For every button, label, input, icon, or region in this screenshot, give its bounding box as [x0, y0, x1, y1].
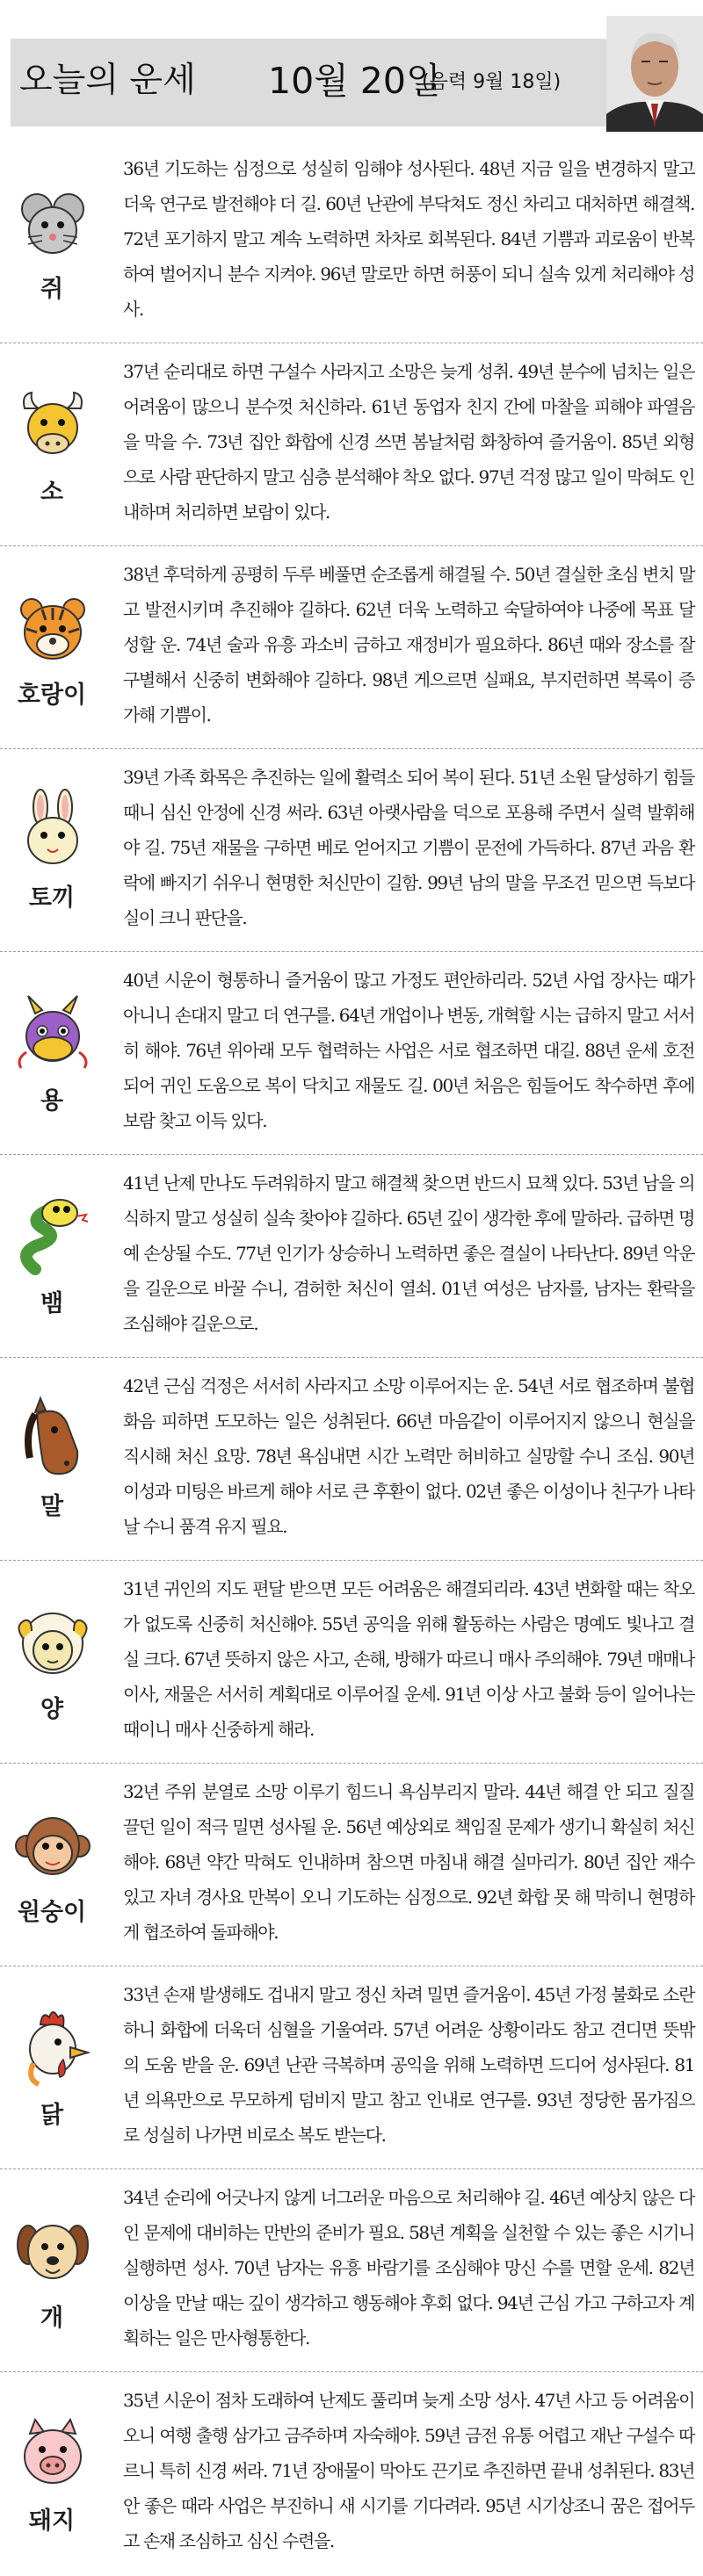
zodiac-animal	[0, 952, 104, 1154]
zodiac-animal	[0, 546, 104, 748]
header	[0, 0, 703, 132]
zodiac-animal	[0, 749, 104, 951]
zodiac-name: 쥐	[40, 276, 64, 303]
fortune-text: 32년 주위 분열로 소망 이루기 힘드니 욕심부리지 말라. 44년 해결 안 되고 질질 끌던 일이 적극 밀면 성사될 운. 56년 예상외로 책임질 문제가 생기니 확실히 처신해야. 68년 약간 막혀도 인내하며 참으면 마침내 해결 실마리가. 80년 집안 재수 있고 자녀 경사요 만복이 오니 기도하는 심정으로. 92년 화합 못 해 막히니 현명하게 협조하여 돌파해야.	[123, 1781, 694, 1943]
rooster-icon	[9, 2005, 97, 2093]
dragon-icon	[9, 991, 97, 1079]
fortune-row	[0, 1154, 703, 1357]
header-date: 10월 20일	[268, 60, 441, 102]
fortune-text: 42년 근심 걱정은 서서히 사라지고 소망 이루어지는 운. 54년 서로 협조하며 불협화음 피하면 도모하는 일은 성취된다. 66년 마음같이 이루어지지 않으니 현실을 직시해 처신 요망. 78년 욕심내면 시간 노력만 허비하고 실망할 수니 조심. 90년 이성과 미팅은 바르게 해야 서로 큰 후환이 없다. 02년 좋은 이성이나 친구가 나타날 수니 품격 유지 필요.	[123, 1375, 694, 1537]
ox-icon	[9, 382, 97, 470]
zodiac-animal	[0, 1561, 104, 1763]
zodiac-animal	[0, 141, 104, 343]
fortune-text: 36년 기도하는 심정으로 성실히 임해야 성사된다. 48년 지금 일을 변경하지 말고 더욱 연구로 발전해야 더 길. 60년 난관에 부닥쳐도 정신 차리고 대처하면 해결책. 72년 포기하지 말고 계속 노력하면 차차로 회복된다. 84년 기쁨과 괴로움이 반복하여 벌어지니 분수 지켜야. 96년 말로만 하면 허풍이 되니 실속 있게 처리해야 성사.	[123, 158, 694, 320]
fortune-text: 31년 귀인의 지도 편달 받으면 모든 어려움은 해결되리라. 43년 변화할 때는 착오가 없도록 신중히 처신해야. 55년 공익을 위해 활동하는 사람은 명예도 빛나고 결실 크다. 67년 뜻하지 않은 사고, 손해, 방해가 따르니 매사 주의해야. 79년 매매나 이사, 재물은 서서히 계획대로 이루어질 운세. 91년 이상 사고 불화 등이 일어나는 때이니 매사 신중하게 해라.	[123, 1578, 694, 1740]
zodiac-name: 호랑이	[17, 682, 87, 709]
zodiac-name: 닭	[40, 2102, 64, 2129]
fortune-row	[0, 1966, 703, 2168]
fortune-row	[0, 951, 703, 1154]
sheep-icon	[9, 1599, 97, 1687]
fortune-text: 35년 시운이 점차 도래하여 난제도 풀리며 늦게 소망 성사. 47년 사고 등 어려움이 오니 여행 출행 삼가고 금주하며 자숙해야. 59년 금전 유통 어렵고 재난 구설수 따르니 특히 신경 써라. 71년 장애물이 막아도 끈기로 추진하면 끝내 성취된다. 83년 안 좋은 때라 사업은 부진하니 새 시기를 기다려라. 95년 시기상조니 꿈은 접어두고 손재 조심하고 심신 수련을.	[123, 2390, 694, 2551]
rat-icon	[9, 179, 97, 267]
tiger-icon	[9, 585, 97, 673]
page-title: 오늘의 운세	[19, 61, 196, 100]
fortune-row	[0, 2371, 703, 2574]
zodiac-name: 돼지	[28, 2507, 76, 2535]
fortune-text: 38년 후덕하게 공평히 두루 베풀면 순조롭게 해결될 수. 50년 결실한 초심 변치 말고 발전시키며 추진해야 길하다. 62년 더욱 노력하고 숙달하여야 나중에 목표 달성할 운. 74년 술과 유흥 과소비 금하고 재정비가 필요하다. 86년 때와 장소를 잘 구별해서 신중히 변화해야 길하다. 98년 게으르면 실패요, 부지런하면 복록이 증가해 기쁨이.	[123, 564, 694, 725]
zodiac-animal	[0, 2169, 104, 2371]
fortune-row	[0, 2168, 703, 2371]
fortune-row	[0, 343, 703, 545]
fortune-text: 41년 난제 만나도 두려워하지 말고 해결책 찾으면 반드시 묘책 있다. 53년 남을 의식하지 말고 성실히 실속 찾아야 길하다. 65년 깊이 생각한 후에 말하라. 급하면 명예 손상될 수도. 77년 인기가 상승하니 노력하면 좋은 결실이 나타난다. 89년 악운을 길운으로 바꿀 수니, 겸허한 처신이 열쇠. 01년 여성은 남자를, 남자는 환락을 조심해야 길운으로.	[123, 1173, 694, 1334]
fortune-row	[0, 1763, 703, 1966]
zodiac-name: 양	[40, 1696, 64, 1723]
fortune-text: 40년 시운이 형통하니 즐거움이 많고 가정도 편안하리라. 52년 사업 장사는 때가 아니니 손대지 말고 더 연구를. 64년 개업이나 변동, 개혁할 시는 급하지 말고 서서히 해야. 76년 위아래 모두 협력하는 사업은 서로 협조하면 대길. 88년 운세 호전되어 귀인 도움으로 복이 닥치고 재물도 길. 00년 처음은 힘들어도 착수하면 후에 보람 찾고 이득 있다.	[123, 970, 694, 1131]
fortune-text: 33년 손재 발생해도 겁내지 말고 정신 차려 밀면 즐거움이. 45년 가정 불화로 소란하니 화합에 더욱더 심혈을 기울여라. 57년 어려운 상황이라도 참고 견디면 뜻밖의 도움 받을 운. 69년 난관 극복하며 공익을 위해 노력하면 드디어 성사된다. 81년 의욕만으로 무모하게 덤비지 말고 참고 인내로 연구를. 93년 정당한 몸가짐으로 성실히 나가면 비로소 복도 받는다.	[123, 1984, 694, 2146]
fortune-row	[0, 748, 703, 951]
zodiac-animal	[0, 2372, 104, 2574]
lunar-date: (음력 9월 18일)	[422, 71, 562, 93]
zodiac-animal	[0, 1764, 104, 1966]
zodiac-name: 소	[40, 479, 64, 506]
fortune-row	[0, 545, 703, 748]
fortune-row	[0, 141, 703, 343]
fortune-text: 34년 순리에 어긋나지 않게 너그러운 마음으로 처리해야 길. 46년 예상치 않은 다인 문제에 대비하는 만반의 준비가 필요. 58년 계획을 실천할 수 있는 좋은 시기니 실행하면 성사. 70년 남자는 유흥 바람기를 조심해야 망신 수를 면할 운세. 82년 이상을 만날 때는 깊이 생각하고 행동해야 후회 없다. 94년 근심 가고 구하고자 계획하는 일은 만사형통한다.	[123, 2187, 694, 2349]
portrait-photo	[606, 16, 703, 132]
zodiac-animal	[0, 1358, 104, 1560]
zodiac-animal	[0, 1966, 104, 2168]
author-portrait	[606, 16, 703, 132]
zodiac-name: 용	[40, 1087, 64, 1115]
fortune-text: 37년 순리대로 하면 구설수 사라지고 소망은 늦게 성취. 49년 분수에 넘치는 일은 어려움이 많으니 분수껏 처신하라. 61년 동업자 친지 간에 마찰을 피해야 파열음을 막을 수. 73년 집안 화합에 신경 쓰면 봄날처럼 화창하여 즐거움이. 85년 외형으로 사람 판단하지 말고 심층 분석해야 착오 없다. 97년 걱정 많고 일이 막혀도 인내하며 처리하면 보람이 있다.	[123, 361, 694, 523]
fortune-row	[0, 1357, 703, 1560]
fortune-list	[0, 141, 703, 2574]
zodiac-name: 뱀	[40, 1290, 64, 1317]
zodiac-name: 원숭이	[17, 1899, 87, 1926]
monkey-icon	[9, 1802, 97, 1890]
snake-icon	[9, 1194, 97, 1281]
zodiac-name: 개	[40, 2305, 64, 2332]
zodiac-animal	[0, 343, 104, 545]
dog-icon	[9, 2208, 97, 2296]
fortune-row	[0, 1560, 703, 1763]
horse-icon	[9, 1396, 97, 1484]
pig-icon	[9, 2411, 97, 2499]
rabbit-icon	[9, 788, 97, 876]
fortune-text: 39년 가족 화목은 추진하는 일에 활력소 되어 복이 된다. 51년 소원 달성하기 힘들 때니 심신 안정에 신경 써라. 63년 아랫사람을 덕으로 포용해 주면서 실력 발휘해야 길. 75년 재물을 구하면 베로 얻어지고 기쁨이 문전에 가득하다. 87년 과음 환락에 빠지기 쉬우니 현명한 처신만이 길함. 99년 남의 말을 무조건 믿으면 득보다 실이 크니 판단을.	[123, 767, 694, 928]
zodiac-name: 토끼	[28, 884, 76, 912]
zodiac-name: 말	[40, 1493, 64, 1520]
zodiac-animal	[0, 1155, 104, 1357]
